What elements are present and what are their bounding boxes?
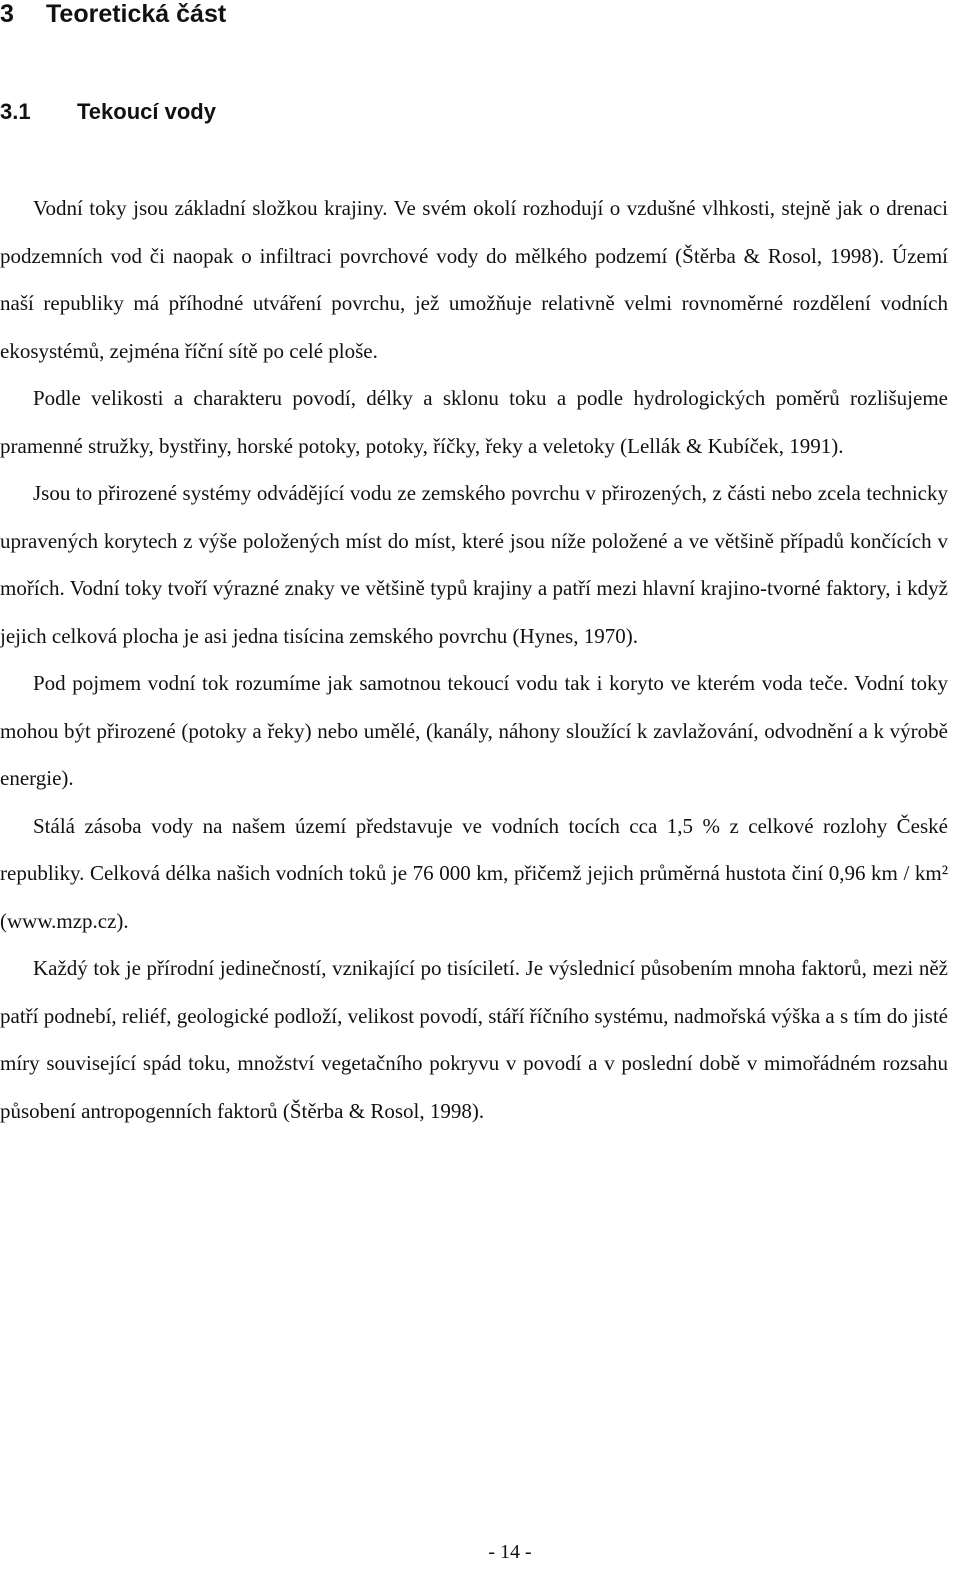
- section-heading: [0, 92, 216, 132]
- paragraph-2: Podle velikosti a charakteru povodí, délky a sklonu toku a podle hydrologických poměrů rozlišujeme pramenné stružky, bystřiny, horské potoky, potoky, říčky, řeky a veletoky (Lellák & Kubíček, 1991).: [0, 386, 948, 458]
- paragraph-5: Stálá zásoba vody na našem území představuje ve vodních tocích cca 1,5 % z celkové rozlohy České republiky. Celková délka našich vodních toků je 76 000 km, přičemž jejich průměrná hustota činí 0,96 km / km² (www.mzp.cz).: [0, 813, 948, 933]
- page-number: - 14 -: [488, 1541, 532, 1563]
- body-text: [0, 185, 948, 1135]
- chapter-title: Teoretická část: [46, 0, 227, 28]
- paragraph-6: Každý tok je přírodní jedinečností, vznikající po tisíciletí. Je výslednicí působením mnoha faktorů, mezi něž patří podnebí, reliéf, geologické podloží, velikost povodí, stáří říčního systému, nadmořská výška a s tím do jisté míry související spád toku, množství vegetačního pokryvu v povodí a v poslední době v mimořádném rozsahu působení antropogenních faktorů (Štěrba & Rosol, 1998).: [0, 956, 948, 1123]
- paragraph-3: Jsou to přirozené systémy odvádějící vodu ze zemského povrchu v přirozených, z části nebo zcela technicky upravených korytech z výše položených míst do míst, které jsou níže položené a ve většině případů končících v mořích. Vodní toky tvoří výrazné znaky ve většině typů krajiny a patří mezi hlavní krajino-tvorné faktory, i když jejich celková plocha je asi jedna tisícina zemského povrchu (Hynes, 1970).: [0, 481, 948, 648]
- paragraph-1: Vodní toky jsou základní složkou krajiny. Ve svém okolí rozhodují o vzdušné vlhkosti, stejně jak o drenaci podzemních vod či naopak o infiltraci povrchové vody do mělkého podzemí (Štěrba & Rosol, 1998). Území naší republiky má příhodné utváření povrchu, jež umožňuje relativně velmi rovnoměrné rozdělení vodních ekosystémů, zejména říční sítě po celé ploše.: [0, 196, 948, 363]
- paragraph-4: Pod pojmem vodní tok rozumíme jak samotnou tekoucí vodu tak i koryto ve kterém voda teče. Vodní toky mohou být přirozené (potoky a řeky) nebo umělé, (kanály, náhony sloužící k zavlažování, odvodnění a k výrobě energie).: [0, 671, 948, 790]
- chapter-number: 3: [0, 0, 14, 28]
- section-title: Tekoucí vody: [77, 99, 216, 124]
- chapter-heading: [0, 0, 226, 34]
- section-number: 3.1: [0, 99, 31, 124]
